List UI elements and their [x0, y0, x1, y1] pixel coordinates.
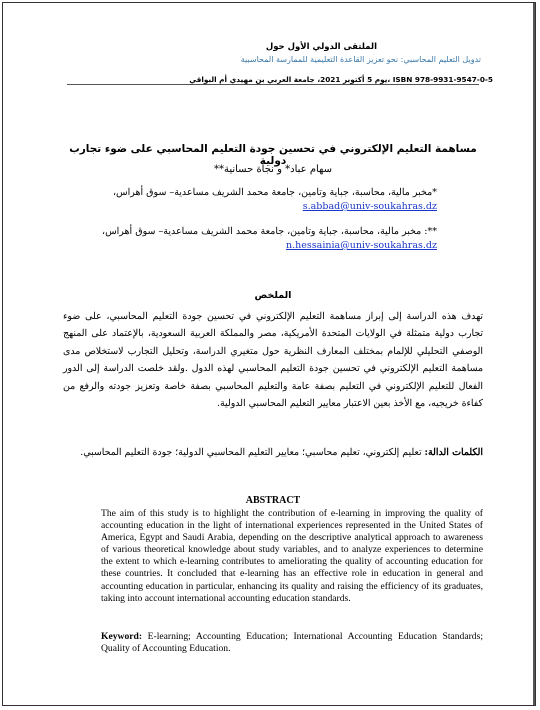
english-keywords-list: E-learning; Accounting Education; International Accounting Education Standards; Quality of Accounting Education.	[101, 631, 483, 655]
conference-title: الملتقى الدولي الأول حول	[265, 42, 377, 52]
affiliation-2-email-link[interactable]: n.hessainia@univ-soukahras.dz	[286, 240, 437, 251]
affiliation-2-text: **: مخبر مالية، محاسبة، جباية وتامين، جامعة محمد الشريف مساعدية– سوق أهراس،	[102, 226, 437, 237]
arabic-keywords	[63, 444, 483, 461]
english-keywords	[101, 631, 483, 655]
document-page	[2, 2, 536, 706]
arabic-abstract-heading: الملخص	[254, 290, 292, 301]
conference-info-line: يوم 5 أكتوبر 2021، جامعة العربي بن مهيدي أم البواقي، ISBN 978-9931-9547-0-5	[189, 75, 493, 84]
arabic-keywords-list: تعليم إلكتروني، تعليم محاسبي؛ معايير التعليم المحاسبي الدولية؛ جودة التعليم المحاسبي.	[80, 447, 425, 458]
paper-authors: سهام عباد* و نجاة حسانية**	[213, 164, 333, 175]
affiliation-1-text: *مخبر مالية، محاسبة، جباية وتامين، جامعة محمد الشريف مساعدية– سوق أهراس،	[112, 187, 437, 198]
header-divider	[67, 84, 479, 85]
arabic-keywords-label: الكلمات الدالة:	[424, 447, 483, 458]
affiliation-2	[77, 225, 437, 253]
english-keywords-label: Keyword:	[101, 631, 143, 642]
paper-title: مساهمة التعليم الإلكتروني في تحسين جودة التعليم المحاسبي على ضوء تجارب دولية	[69, 143, 477, 167]
affiliation-1	[77, 186, 437, 214]
conference-subtitle: تدويل التعليم المحاسبي: نحو تعزيز القاعدة التعليمية للممارسة المحاسبية	[240, 55, 481, 64]
arabic-abstract-body: تهدف هذه الدراسة إلى إبراز مساهمة التعليم الإلكتروني في تحسين جودة التعليم المحاسبي، على ضوء تجارب دولية متمثلة في الولايات المتحدة الأمريكية، مصر والمملكة العربية السعودية، بالإعتماد على المنهج الوصفي التحليلي للإلمام بمختلف المعارف النظرية حول متغيري الدراسة، وتحليل التجارب لاستخلاص مدى مساهمة التعليم الإلكتروني في تحسين جودة التعليم المحاسبي لهذه الدول .ولقد خلصت الدراسة إلى الدور الفعال للتعليم الإلكتروني في التعليم بصفة عامة والتعليم المحاسبي بصفة خاصة وتعزيز جودته والرفع من كفاءة خريجيه، مع الأخذ بعين الاعتبار معايير التعليم المحاسبي الدولية.	[63, 311, 483, 410]
english-abstract-body: The aim of this study is to highlight the contribution of e-learning in improving the quality of accounting education in the light of international experiences represented in the United States of America, Egypt and Saudi Arabia, depending on the descriptive analytical approach to awareness of various theoretical knowledge about study variables, and to analyze experiences to determine the extent to which e-learning contributes to ameliorating the quality of accounting education for these countries. It concluded that e-learning has an effective role in education in general and accounting education in particular, enhancing its quality and raising the efficiency of its graduates, taking into account international accounting education standards.	[101, 508, 483, 604]
conference-header	[61, 41, 493, 86]
english-abstract-heading: ABSTRACT	[245, 495, 301, 506]
affiliation-1-email-link[interactable]: s.abbad@univ-soukahras.dz	[302, 201, 437, 212]
